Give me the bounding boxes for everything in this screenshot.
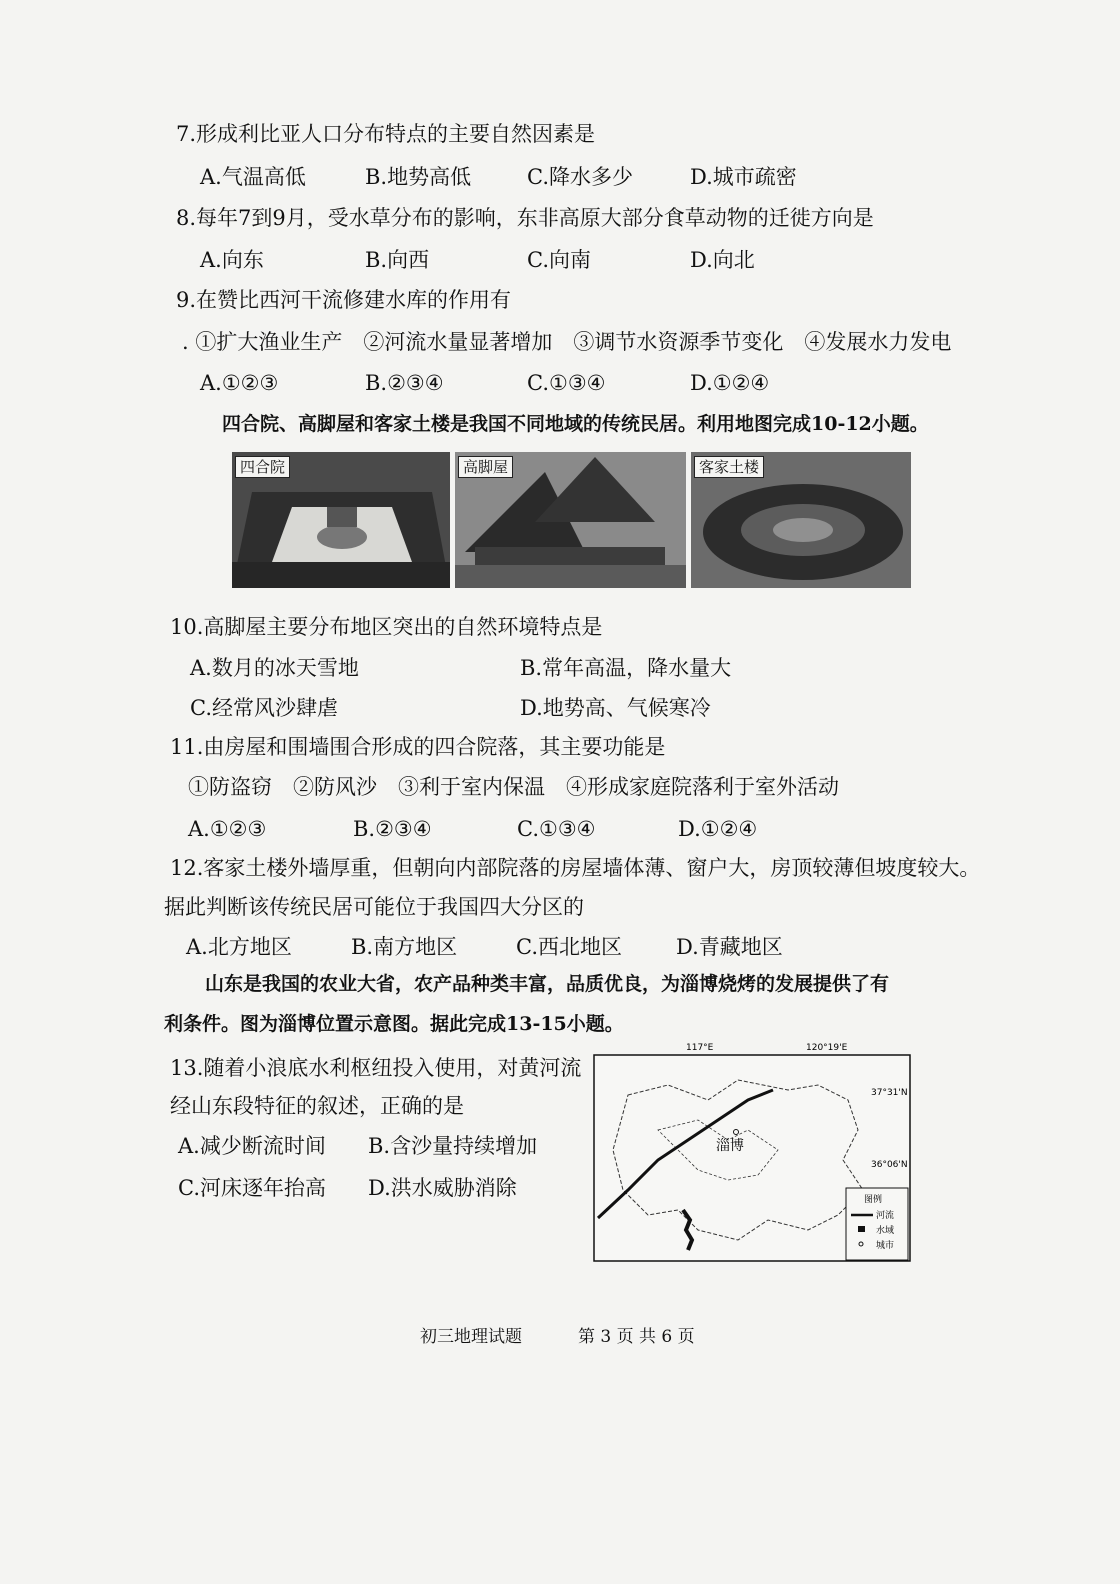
question-7-option-b: B.地势高低 xyxy=(365,165,472,189)
footer-subject: 初三地理试题 xyxy=(420,1327,522,1347)
question-13-option-d: D.洪水威胁消除 xyxy=(368,1176,517,1200)
question-8-stem: 8.每年7到9月，受水草分布的影响，东非高原大部分食草动物的迁徙方向是 xyxy=(176,206,874,230)
question-8-option-a: A.向东 xyxy=(200,248,264,272)
question-10-stem: 10.高脚屋主要分布地区突出的自然环境特点是 xyxy=(170,615,603,639)
question-9-option-c: C.①③④ xyxy=(527,371,606,395)
question-13-stem-line2: 经山东段特征的叙述，正确的是 xyxy=(170,1094,464,1118)
intro-13-15-line1: 山东是我国的农业大省，农产品种类丰富，品质优良，为淄博烧烤的发展提供了有 xyxy=(205,973,890,995)
map-city-label: 淄博 xyxy=(716,1138,744,1154)
map-lat-3606: 36°06'N xyxy=(871,1160,908,1170)
question-11-option-b: B.②③④ xyxy=(353,817,432,841)
map-lon-120: 120°19'E xyxy=(806,1043,848,1053)
question-8-option-d: D.向北 xyxy=(690,248,755,272)
question-13-stem-line1: 13.随着小浪底水利枢纽投入使用，对黄河流 xyxy=(170,1056,582,1080)
legend-reservoir-symbol xyxy=(858,1226,865,1232)
question-12-option-b: B.南方地区 xyxy=(351,935,458,959)
question-9-option-b: B.②③④ xyxy=(365,371,444,395)
question-11-option-c: C.①③④ xyxy=(517,817,596,841)
question-12-stem-line1: 12.客家土楼外墙厚重，但朝向内部院落的房屋墙体薄、窗户大，房顶较薄但坡度较大。 xyxy=(170,856,981,880)
photo-label-gaojiaowu: 高脚屋 xyxy=(458,456,513,478)
photo-label-siheyuan: 四合院 xyxy=(235,456,290,478)
question-13-option-b: B.含沙量持续增加 xyxy=(368,1134,538,1158)
map-lat-3731: 37°31'N xyxy=(871,1088,908,1098)
question-12-stem-line2: 据此判断该传统民居可能位于我国四大分区的 xyxy=(164,895,584,919)
question-9-items: . ①扩大渔业生产 ②河流水量显著增加 ③调节水资源季节变化 ④发展水力发电 xyxy=(182,330,952,354)
photo-siheyuan xyxy=(232,452,450,588)
question-12-option-c: C.西北地区 xyxy=(516,935,622,959)
footer-page: 第 3 页 共 6 页 xyxy=(578,1327,695,1347)
question-12-option-a: A.北方地区 xyxy=(186,935,292,959)
question-9-option-a: A.①②③ xyxy=(200,371,279,395)
question-11-items: ①防盗窃 ②防风沙 ③利于室内保温 ④形成家庭院落利于室外活动 xyxy=(188,775,839,799)
legend-title: 图例 xyxy=(864,1195,883,1205)
question-8-option-c: C.向南 xyxy=(527,248,591,272)
legend-river-label: 河流 xyxy=(876,1211,895,1221)
map-lon-117: 117°E xyxy=(686,1043,714,1053)
question-7-stem: 7.形成利比亚人口分布特点的主要自然因素是 xyxy=(176,122,596,146)
question-12-option-d: D.青藏地区 xyxy=(676,935,783,959)
question-7-option-d: D.城市疏密 xyxy=(690,165,797,189)
question-10-option-c: C.经常风沙肆虐 xyxy=(190,696,338,720)
legend-reservoir-label: 水域 xyxy=(876,1226,895,1236)
photo-gaojiaowu xyxy=(455,452,686,588)
question-10-option-d: D.地势高、气候寒冷 xyxy=(520,696,711,720)
question-11-option-d: D.①②④ xyxy=(678,817,758,841)
photo-label-tulou: 客家土楼 xyxy=(694,456,764,478)
question-11-option-a: A.①②③ xyxy=(188,817,267,841)
intro-10-12: 四合院、高脚屋和客家土楼是我国不同地域的传统民居。利用地图完成10-12小题。 xyxy=(222,413,929,435)
question-7-option-a: A.气温高低 xyxy=(200,165,306,189)
question-10-option-b: B.常年高温，降水量大 xyxy=(520,656,732,680)
photo-tulou xyxy=(691,452,911,588)
question-7-option-c: C.降水多少 xyxy=(527,165,633,189)
legend-city-label: 城市 xyxy=(876,1241,895,1251)
question-9-stem: 9.在赞比西河干流修建水库的作用有 xyxy=(176,288,512,312)
question-10-option-a: A.数月的冰天雪地 xyxy=(190,656,359,680)
intro-13-15-line2: 利条件。图为淄博位置示意图。据此完成13-15小题。 xyxy=(164,1013,624,1035)
question-11-stem: 11.由房屋和围墙围合形成的四合院落，其主要功能是 xyxy=(170,735,666,759)
zibo-location-map xyxy=(588,1040,916,1264)
question-8-option-b: B.向西 xyxy=(365,248,430,272)
question-13-option-c: C.河床逐年抬高 xyxy=(178,1176,326,1200)
question-13-option-a: A.减少断流时间 xyxy=(178,1134,326,1158)
question-9-option-d: D.①②④ xyxy=(690,371,770,395)
